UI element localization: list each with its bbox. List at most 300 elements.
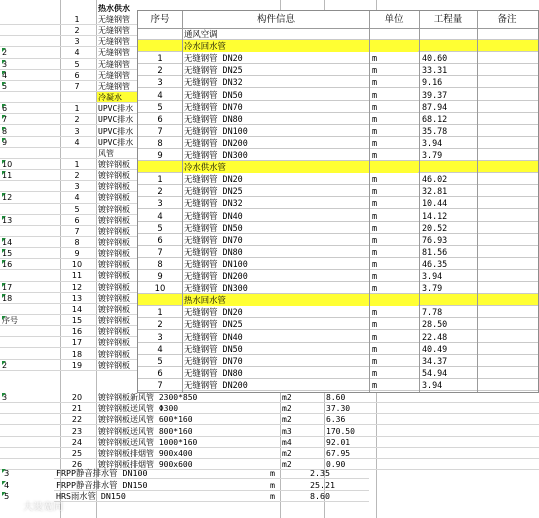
cell-unit: m <box>372 319 378 330</box>
table-row <box>138 137 538 149</box>
cell-corner-marker <box>2 469 6 473</box>
cell-qty: 28.50 <box>422 319 448 330</box>
cell-name: 无缝钢管 DN300 <box>184 283 248 294</box>
cell-corner-marker <box>2 71 6 75</box>
cell-unit: m <box>372 77 378 88</box>
bg-cell-num: 3 <box>74 37 80 47</box>
cell-seq: 6 <box>157 234 163 245</box>
cell-qty: 46.35 <box>422 258 448 269</box>
bg-cell-num: 1 <box>74 159 80 169</box>
col-divider <box>369 11 370 392</box>
bg-lower-cell-num: 24 <box>71 437 83 447</box>
bg-cell-num: 7 <box>74 226 80 236</box>
cell-seq: 6 <box>157 113 163 124</box>
bg-cell-name: UPVC排水 <box>98 115 134 125</box>
cell-seq: 2 <box>157 186 163 197</box>
category-row <box>138 28 538 40</box>
cell-seq: 4 <box>157 89 163 100</box>
cell-seq: 6 <box>157 367 163 378</box>
bg-lower-cell-name: 镀锌钢板新风管 2300*850 <box>98 393 198 402</box>
bg-cell-num: 7 <box>74 81 80 91</box>
cell-qty: 22.48 <box>422 331 448 342</box>
bg-cell-name: 镀锌钢板 <box>98 215 130 225</box>
bg-cell-left: 7 <box>2 115 8 125</box>
cell-seq: 5 <box>157 101 163 112</box>
bg-cell-name: 镀锌钢板 <box>98 204 130 214</box>
col-divider <box>182 11 183 392</box>
table-row <box>138 125 538 137</box>
cell-qty: 40.49 <box>422 343 448 354</box>
cell-qty: 3.79 <box>422 150 443 160</box>
cell-unit: m <box>372 65 378 76</box>
bg-cell-name: 镀锌钢板 <box>98 193 130 203</box>
bg-cell-left: 4 <box>2 70 8 80</box>
section-row <box>138 294 538 306</box>
table-row <box>138 149 538 161</box>
bg-lower-cell-unit: m2 <box>282 404 292 414</box>
col-divider <box>477 11 478 392</box>
table-row <box>138 173 538 185</box>
cell-unit: m <box>372 271 378 281</box>
cell-corner-marker <box>2 193 6 197</box>
cell-name: 无缝钢管 DN20 <box>184 307 243 318</box>
cell-seq: 4 <box>157 210 163 221</box>
bg-cell-num: 18 <box>71 349 83 359</box>
bg-lower-cell-qty: 8.60 <box>326 393 346 402</box>
bg-lower-row <box>0 448 539 459</box>
cell-seq: 7 <box>157 125 163 136</box>
bg-cell-num: 4 <box>74 48 80 58</box>
cell-unit: m <box>372 137 378 148</box>
cell-unit: m <box>372 355 378 366</box>
bg-cell-name: UPVC排水 <box>98 104 134 114</box>
bg-cell-num: 12 <box>71 282 83 292</box>
bg-bottom-cell-qty: 25.21 <box>310 479 335 490</box>
bg-lower-cell-qty: 67.95 <box>326 449 351 458</box>
cell-corner-marker <box>2 260 6 264</box>
bg-cell-name: 无缝钢管 <box>98 37 130 47</box>
cell-qty: 10.44 <box>422 198 448 209</box>
bg-cell-name: 镀锌钢板 <box>98 171 130 181</box>
bg-cell-name: 无缝钢管 <box>98 26 130 36</box>
bg-lower-cell-unit: m2 <box>282 449 292 458</box>
table-row <box>138 89 538 101</box>
cell-qty: 87.94 <box>422 101 448 112</box>
bg-cell-name: 镀锌钢板 <box>98 260 130 270</box>
bg-cell-num: 14 <box>71 304 83 314</box>
bg-cell-name: UPVC排水 <box>98 126 134 136</box>
bg-lower-row <box>0 437 539 448</box>
bg-cell-num: 17 <box>71 338 83 348</box>
bg-cell-name: 镀锌钢板 <box>98 327 130 337</box>
cell-name: 无缝钢管 DN25 <box>184 65 243 76</box>
cell-corner-marker <box>2 294 6 298</box>
cell-name: 无缝钢管 DN50 <box>184 222 243 233</box>
bg-cell-left: 9 <box>2 137 8 147</box>
cell-unit: m <box>372 379 378 390</box>
cell-name: 无缝钢管 DN200 <box>184 137 248 148</box>
bg-cell-num: 3 <box>74 126 80 136</box>
bg-bottom-cell-name: HRS雨水管 DN150 <box>56 491 126 501</box>
table-row <box>138 282 538 294</box>
cell-unit: m <box>372 331 378 342</box>
header-component: 构件信息 <box>256 14 295 25</box>
cell-unit: m <box>372 174 378 185</box>
cell-name: 无缝钢管 DN50 <box>184 89 243 100</box>
cell-name: 无缝钢管 DN20 <box>184 174 243 185</box>
cell-qty: 33.31 <box>422 65 448 76</box>
cell-unit: m <box>372 234 378 245</box>
bg-cell-num: 6 <box>74 215 80 225</box>
cell-qty: 35.78 <box>422 125 448 136</box>
bg-cell-name: 镀锌钢板 <box>98 293 130 303</box>
bg-cell-name: 无缝钢管 <box>98 59 130 69</box>
bg-cell-left: 18 <box>2 293 13 303</box>
cell-seq: 9 <box>157 271 163 281</box>
cell-qty: 68.12 <box>422 113 448 124</box>
bg-lower-cell-num: 21 <box>71 404 83 414</box>
bg-lower-cell-qty: 92.01 <box>326 437 351 447</box>
section-row <box>138 161 538 173</box>
table-row <box>138 197 538 209</box>
cell-seq: 3 <box>157 198 163 209</box>
cell-corner-marker <box>2 127 6 131</box>
bg-cell-num: 5 <box>74 59 80 69</box>
bg-cell-num: 3 <box>74 182 80 192</box>
bg-cell-name: 镀锌钢板 <box>98 271 130 281</box>
cell-qty: 46.02 <box>422 174 448 185</box>
cell-qty: 9.16 <box>422 77 443 88</box>
bg-cell-name: 镀锌钢板 <box>98 249 130 259</box>
bg-cell-name: 镀锌钢板 <box>98 182 130 192</box>
table-row <box>138 64 538 76</box>
bg-lower-cell-unit: m2 <box>282 460 292 470</box>
cell-qty: 3.94 <box>422 271 443 281</box>
bg-cell-left: 17 <box>2 282 13 292</box>
cell-seq: 10 <box>154 283 166 294</box>
bg-cell-name: 无缝钢管 <box>98 15 130 24</box>
cell-corner-marker <box>2 481 6 485</box>
cell-name: 通风空调 <box>184 29 218 39</box>
cell-corner-marker <box>2 48 6 52</box>
cell-unit: m <box>372 283 378 294</box>
cell-seq: 1 <box>157 307 163 318</box>
header-unit: 单位 <box>384 14 404 25</box>
bg-cell-left: 2 <box>2 48 8 58</box>
bg-cell-name: 镀锌钢板 <box>98 282 130 292</box>
bg-lower-cell-name: 镀锌钢板送风管 800*160 <box>98 426 193 436</box>
cell-name: 无缝钢管 DN20 <box>184 53 243 64</box>
bg-cell-num: 4 <box>74 137 80 147</box>
bg-lower-cell-qty: 37.30 <box>326 404 351 414</box>
bg-cell-left: 3 <box>2 59 8 69</box>
cell-seq: 7 <box>157 246 163 257</box>
cell-qty: 3.94 <box>422 379 443 390</box>
bg-bottom-cell-unit: m <box>270 468 275 478</box>
bg-cell-num: 9 <box>74 249 80 259</box>
cell-seq: 9 <box>157 150 163 160</box>
bg-cell-num: 5 <box>74 204 80 214</box>
table-row <box>138 367 538 379</box>
bg-lower-cell-name: 镀锌钢板送风管 600*160 <box>98 415 193 425</box>
cell-name: 无缝钢管 DN200 <box>184 379 248 390</box>
cell-qty: 81.56 <box>422 246 448 257</box>
table-row <box>138 246 538 258</box>
cell-name: 无缝钢管 DN300 <box>184 150 248 160</box>
table-row <box>138 318 538 330</box>
bg-lower-cell-qty: 6.36 <box>326 415 346 425</box>
bg-cell-left: 6 <box>2 104 8 114</box>
cell-qty: 3.79 <box>422 283 443 294</box>
cell-unit: m <box>372 198 378 209</box>
cell-corner-marker <box>2 82 6 86</box>
bg-lower-cell-unit: m3 <box>282 426 292 436</box>
cell-qty: 34.37 <box>422 355 448 366</box>
bg-cell-left: 11 <box>2 171 13 181</box>
bg-lower-cell-name: 镀锌钢板排烟管 900x400 <box>98 449 193 458</box>
bg-cell-name: 镀锌钢板 <box>98 159 130 169</box>
table-row <box>138 331 538 343</box>
cell-seq: 4 <box>157 343 163 354</box>
cell-qty: 7.78 <box>422 307 443 318</box>
cell-unit: m <box>372 150 378 160</box>
bg-cell-left: 序号 <box>2 316 18 326</box>
table-row <box>138 101 538 113</box>
table-row <box>138 76 538 88</box>
cell-corner-marker <box>2 361 6 365</box>
bg-cell-name: 镀锌钢板 <box>98 226 130 236</box>
bg-cell-name: 镀锌钢板 <box>98 316 130 326</box>
bg-lower-cell-qty: 170.50 <box>326 426 355 436</box>
grid-line <box>54 501 369 502</box>
table-row <box>138 270 538 282</box>
cell-unit: m <box>372 101 378 112</box>
bg-cell-name: 镀锌钢板 <box>98 338 130 348</box>
watermark <box>8 498 63 512</box>
bg-bottom-cell-unit: m <box>270 479 275 490</box>
cell-qty: 40.60 <box>422 53 448 64</box>
watermark-logo-icon <box>8 500 20 512</box>
cell-seq: 1 <box>157 53 163 64</box>
cell-seq: 2 <box>157 65 163 76</box>
cell-name: 无缝钢管 DN200 <box>184 271 248 281</box>
cell-corner-marker <box>2 238 6 242</box>
cell-seq: 2 <box>157 319 163 330</box>
overlay-header-row <box>138 11 538 29</box>
table-row <box>138 379 538 391</box>
header-qty: 工程量 <box>433 14 463 25</box>
bg-bottom-row <box>0 491 539 502</box>
bg-cell-num: 13 <box>71 293 83 303</box>
table-row <box>138 234 538 246</box>
bg-lower-cell-num: 23 <box>71 426 83 436</box>
bg-bottom-cell-qty: 2.35 <box>310 468 330 478</box>
bg-lower-cell-name: 镀锌钢板送风管 1000*160 <box>98 437 198 447</box>
cell-name: 冷水供水管 <box>182 161 418 173</box>
section-row <box>138 40 538 52</box>
cell-unit: m <box>372 53 378 64</box>
bg-cell-left: 14 <box>2 238 13 247</box>
table-row <box>138 355 538 367</box>
bg-lower-cell-name: 镀锌钢板排烟管 900x600 <box>98 460 193 470</box>
table-row <box>138 52 538 64</box>
bg-cell-num: 4 <box>74 193 80 203</box>
table-row <box>138 113 538 125</box>
bg-cell-name: UPVC排水 <box>98 137 134 147</box>
cell-unit: m <box>372 246 378 257</box>
cell-name: 无缝钢管 DN70 <box>184 234 243 245</box>
table-row <box>138 306 538 318</box>
watermark-text: 大设宽同 <box>23 502 63 513</box>
bg-cell-num: 1 <box>74 104 80 114</box>
cell-corner-marker <box>2 60 6 64</box>
cell-corner-marker <box>2 249 6 253</box>
cell-unit: m <box>372 367 378 378</box>
bg-cell-left: 12 <box>2 193 13 203</box>
cell-name: 无缝钢管 DN80 <box>184 246 243 257</box>
cell-corner-marker <box>2 316 6 320</box>
bg-cell-name: 镀锌钢板 <box>98 304 130 314</box>
bg-bottom-cell-name: FRPP静音排水管 DN100 <box>56 468 148 478</box>
cell-qty: 76.93 <box>422 234 448 245</box>
bg-cell-num: 2 <box>74 171 80 181</box>
bg-cell-num: 11 <box>71 271 83 281</box>
header-note: 备注 <box>497 14 517 25</box>
bg-cell-num: 2 <box>74 115 80 125</box>
bg-lower-row <box>0 392 539 403</box>
bg-lower-cell-unit: m2 <box>282 393 292 402</box>
bg-cell-name: 无缝钢管 <box>98 48 130 58</box>
cell-name: 无缝钢管 DN40 <box>184 331 243 342</box>
bg-cell-name: 冷凝水 <box>98 93 122 103</box>
table-row <box>138 343 538 355</box>
cell-qty: 39.37 <box>422 89 448 100</box>
bg-top-label: 热水供水 <box>98 4 130 13</box>
bg-lower-cell-num: 22 <box>71 415 83 425</box>
bg-lower-row <box>0 426 539 437</box>
cell-seq: 8 <box>157 258 163 269</box>
cell-name: 无缝钢管 DN40 <box>184 210 243 221</box>
cell-name: 冷水回水管 <box>182 40 418 52</box>
col-divider <box>419 11 420 392</box>
cell-corner-marker <box>2 160 6 164</box>
cell-unit: m <box>372 113 378 124</box>
bg-cell-num: 6 <box>74 70 80 80</box>
bg-bottom-row <box>0 480 539 491</box>
cell-corner-marker <box>2 283 6 287</box>
cell-name: 无缝钢管 DN50 <box>184 343 243 354</box>
bg-cell-left: 2 <box>2 360 8 370</box>
cell-unit: m <box>372 210 378 221</box>
bg-lower-cell-name: 镀锌钢板送风管 Φ300 <box>98 404 179 414</box>
cell-name: 无缝钢管 DN70 <box>184 355 243 366</box>
bg-cell-num: 19 <box>71 360 83 370</box>
bg-cell-num: 15 <box>71 316 83 326</box>
cell-seq: 5 <box>157 222 163 233</box>
cell-corner-marker <box>2 115 6 119</box>
cell-corner-marker <box>2 216 6 220</box>
bg-cell-left: 10 <box>2 159 13 169</box>
cell-qty: 20.52 <box>422 222 448 233</box>
bg-bottom-cell-qty: 8.60 <box>310 491 330 501</box>
bg-cell-num: 16 <box>71 327 83 337</box>
cell-qty: 32.81 <box>422 186 448 197</box>
cell-name: 无缝钢管 DN70 <box>184 101 243 112</box>
cell-name: 无缝钢管 DN32 <box>184 198 243 209</box>
cell-unit: m <box>372 125 378 136</box>
bg-cell-name: 无缝钢管 <box>98 70 130 80</box>
cell-seq: 7 <box>157 379 163 390</box>
bg-cell-name: 镀锌钢板 <box>98 360 130 370</box>
bg-cell-left: 16 <box>2 260 13 270</box>
cell-corner-marker <box>2 492 6 496</box>
cell-seq: 3 <box>157 331 163 342</box>
cell-seq: 5 <box>157 355 163 366</box>
cell-corner-marker <box>2 104 6 108</box>
cell-seq: 8 <box>157 137 163 148</box>
cell-corner-marker <box>2 393 6 397</box>
cell-qty: 54.94 <box>422 367 448 378</box>
bg-cell-num: 8 <box>74 238 80 247</box>
cell-corner-marker <box>2 138 6 142</box>
bg-lower-row <box>0 403 539 414</box>
cell-name: 无缝钢管 DN25 <box>184 186 243 197</box>
bg-lower-cell-unit: m2 <box>282 415 292 425</box>
bg-cell-num: 1 <box>74 15 80 24</box>
bg-cell-name: 镀锌钢板 <box>98 238 130 247</box>
cell-unit: m <box>372 186 378 197</box>
bg-lower-cell-num: 20 <box>71 393 83 402</box>
bg-lower-cell-left: 3 <box>2 393 8 402</box>
cell-qty: 3.94 <box>422 137 443 148</box>
bg-lower-cell-num: 25 <box>71 449 83 458</box>
bg-lower-cell-qty: 0.90 <box>326 460 346 470</box>
bg-lower-cell-unit: m4 <box>282 437 292 447</box>
bg-cell-num: 2 <box>74 26 80 36</box>
bg-bottom-cell-unit: m <box>270 491 275 501</box>
bg-cell-num: 10 <box>71 260 83 270</box>
bg-lower-row <box>0 414 539 425</box>
cell-name: 无缝钢管 DN80 <box>184 113 243 124</box>
bg-cell-left: 5 <box>2 81 8 91</box>
table-row <box>138 210 538 222</box>
cell-name: 无缝钢管 DN25 <box>184 319 243 330</box>
cell-name: 无缝钢管 DN80 <box>184 367 243 378</box>
bg-cell-left: 13 <box>2 215 13 225</box>
cell-unit: m <box>372 343 378 354</box>
cell-unit: m <box>372 222 378 233</box>
bg-bottom-cell-left: 4 <box>4 479 10 490</box>
overlay-table <box>138 11 538 392</box>
table-row <box>138 222 538 234</box>
cell-corner-marker <box>2 171 6 175</box>
cell-name: 无缝钢管 DN32 <box>184 77 243 88</box>
cell-name: 热水回水管 <box>182 294 418 306</box>
cell-seq: 3 <box>157 77 163 88</box>
header-seq: 序号 <box>150 14 170 25</box>
cell-unit: m <box>372 258 378 269</box>
bg-cell-name: 无缝钢管 <box>98 81 130 91</box>
bg-bottom-row <box>0 468 539 479</box>
bg-bottom-cell-left: 5 <box>4 491 10 501</box>
table-row <box>138 185 538 197</box>
cell-name: 无缝钢管 DN100 <box>184 125 248 136</box>
bg-lower-cell-num: 26 <box>71 460 83 470</box>
table-row <box>138 258 538 270</box>
bg-cell-name: 镀锌钢板 <box>98 349 130 359</box>
bg-cell-left: 8 <box>2 126 8 136</box>
cell-name: 无缝钢管 DN100 <box>184 258 248 269</box>
